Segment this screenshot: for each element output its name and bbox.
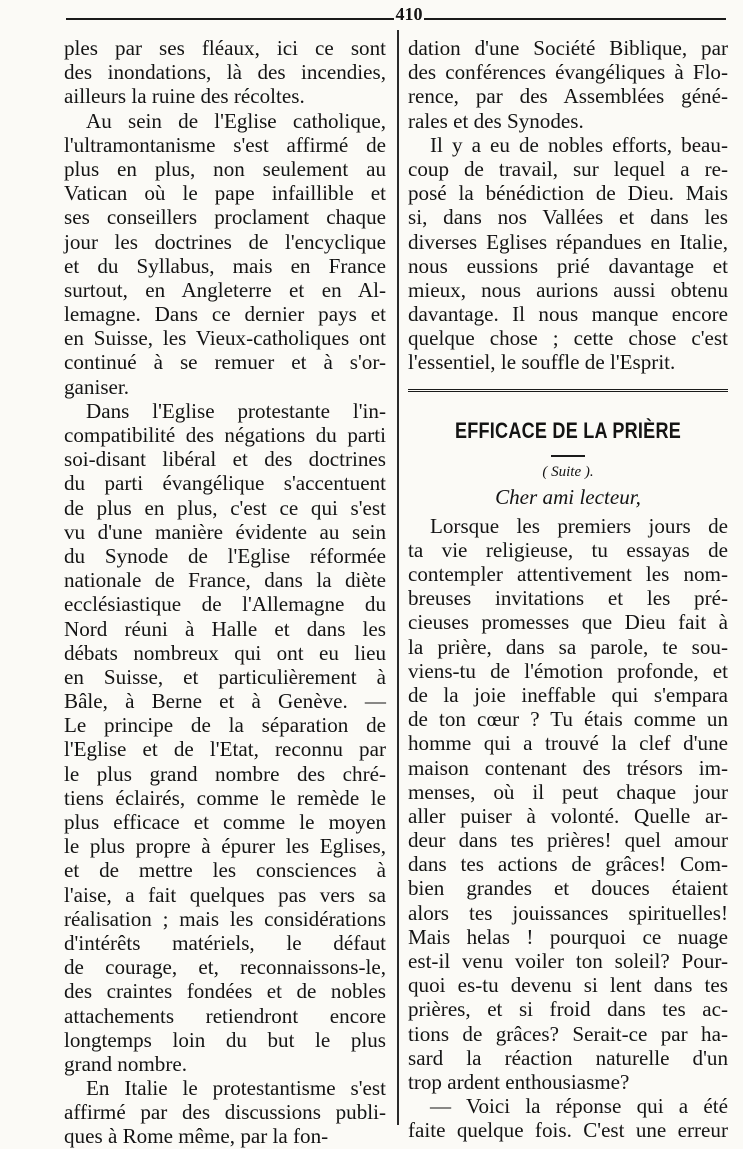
header-rule-right [424, 18, 726, 20]
text-line: Bâle, à Berne et à Genève. — [64, 689, 386, 714]
text-line: l'essentiel, le souffle de l'Esprit. [408, 350, 676, 375]
text-line: aller puiser à volonté. Quelle ar- [408, 803, 728, 828]
text-line: l'aise, a fait quelques pas vers sa [64, 882, 386, 907]
text-line: la prière, dans sa parole, te sou- [408, 634, 728, 659]
text-line: ses conseillers proclament chaque [64, 205, 386, 230]
text-line: trop ardent enthousiasme? [408, 1069, 630, 1094]
text-line: des craintes fondées et de nobles [64, 979, 386, 1004]
text-line: viens-tu de l'émotion profonde, et [408, 658, 728, 683]
text-line: vu d'une manière évidente au sein [64, 519, 386, 544]
section-separator-rule [408, 389, 728, 392]
text-line: diverses Eglises répandues en Italie, [408, 229, 728, 254]
right-column [408, 36, 728, 1143]
text-line: d'intérêts matériels, le défaut [64, 930, 386, 955]
text-line: prières, et si froid dans tes ac- [408, 997, 728, 1022]
suite-label: ( Suite ). [542, 463, 594, 480]
text-line: rales et des Synodes. [408, 108, 584, 133]
text-line: quoi es-tu devenu si lent dans tes [408, 973, 728, 998]
text-line: Il y a eu de nobles efforts, beau- [430, 132, 728, 157]
text-line: des conférences évangéliques à Flo- [408, 60, 728, 85]
text-line: plus efficace et comme le moyen [64, 810, 386, 834]
left-column [64, 36, 386, 1149]
text-line: contempler attentivement les nom- [408, 562, 728, 586]
text-line: nationale de France, dans la diète [64, 568, 386, 593]
text-line: ganiser. [64, 374, 130, 399]
text-line: de la joie ineffable qui s'empara [408, 682, 728, 707]
text-line: continué à se remuer et à s'or- [64, 350, 386, 375]
text-line: posé la bénédiction de Dieu. Mais [408, 181, 728, 206]
salutation: Cher ami lecteur, [495, 484, 641, 509]
page-number: 410 [395, 4, 423, 24]
text-line: du Synode de l'Eglise réformée [64, 543, 386, 568]
text-line: En Italie le protestantisme s'est [86, 1076, 386, 1101]
text-line: compatibilité des négations du parti [64, 423, 386, 447]
title-underline-rule [551, 455, 585, 457]
text-line: dation d'une Société Biblique, par [408, 36, 728, 60]
text-line: des inondations, là des incendies, [64, 60, 386, 85]
text-line: tiens éclairés, comme le remède le [64, 785, 386, 810]
text-line: Dans l'Eglise protestante l'in- [86, 398, 386, 423]
text-line: Mais helas ! pourquoi ce nuage [408, 924, 728, 949]
text-line: ecclésiastique de l'Allemagne du [64, 592, 386, 617]
text-line: dans tes actions de grâces! Com- [408, 852, 728, 877]
text-line: breuses invitations et les pré- [408, 586, 728, 611]
text-line: lemagne. Dans ce dernier pays et [64, 302, 386, 327]
text-line: deur dans tes prières! quel amour [408, 828, 728, 853]
text-line: si, dans nos Vallées et dans les [408, 205, 728, 230]
text-line: et de mettre les consciences à [64, 858, 386, 883]
text-line: de ton cœur ? Tu étais comme un [408, 707, 728, 732]
text-line: en Suisse, et particulièrement à [64, 664, 386, 689]
text-line: attachements retiendront encore [64, 1003, 386, 1028]
text-line: menses, où il peut chaque jour [408, 779, 728, 804]
text-line: ailleurs la ruine des récoltes. [64, 84, 305, 109]
text-line: mieux, nous aurions aussi obtenu [408, 277, 728, 302]
text-line: Vatican où le pape infaillible et [64, 181, 386, 206]
text-line: de courage, et, reconnaissons-le, [64, 955, 386, 980]
text-line: surtout, en Angleterre et en Al- [64, 277, 386, 302]
text-line: affirmé par des discussions publi- [64, 1100, 386, 1125]
text-line: soi-disant libéral et des doctrines [64, 447, 386, 472]
right-column-continued-text [408, 36, 728, 375]
text-line: ques à Rome même, par la fon- [64, 1124, 329, 1149]
column-divider [397, 30, 399, 1125]
text-line: débats nombreux qui ont eu lieu [64, 640, 386, 665]
text-line: coup de travail, sur lequel a re- [408, 156, 728, 181]
text-line: nous eussions prié davantage et [408, 253, 728, 278]
text-line: est-il venu voiler ton soleil? Pour- [408, 949, 728, 973]
text-line: sard la réaction naturelle d'un [408, 1045, 728, 1070]
text-line: maison contenant des trésors im- [408, 755, 728, 780]
header-rule-left [66, 18, 394, 20]
text-line: — Voici la réponse qui a été [430, 1094, 728, 1119]
text-line: grand nombre. [64, 1051, 188, 1076]
text-line: Le principe de la séparation de [64, 713, 386, 738]
text-line: Nord réuni à Halle et dans les [64, 616, 386, 641]
text-line: tions de grâces? Serait-ce par ha- [408, 1021, 728, 1046]
text-line: jour les doctrines de l'encyclique [64, 229, 386, 254]
text-line: rence, par des Assemblées géné- [408, 84, 728, 109]
text-line: longtemps loin du but le plus [64, 1027, 386, 1052]
text-line: faite quelque fois. C'est une erreur [408, 1118, 728, 1143]
article-body [408, 514, 728, 1143]
text-line: le plus grand nombre des chré- [64, 761, 386, 786]
text-line: quelque chose ; cette chose c'est [408, 326, 728, 351]
text-line: alors tes jouissances spirituelles! [408, 900, 728, 925]
text-line: cieuses promesses que Dieu fait à [408, 610, 728, 635]
text-line: ta vie religieuse, tu essayas de [408, 537, 728, 562]
text-line: le plus propre à épurer les Eglises, [64, 834, 386, 859]
text-line: plus en plus, non seulement au [64, 156, 386, 181]
text-line: Au sein de l'Eglise catholique, [86, 108, 386, 133]
text-line: et du Syllabus, mais en France [64, 253, 386, 278]
text-line: l'Eglise et de l'Etat, reconnu par [64, 737, 386, 762]
text-line: l'ultramontanisme s'est affirmé de [64, 132, 386, 157]
text-line: du parti évangélique s'accentuent [64, 471, 386, 496]
text-line: homme qui a trouvé la clef d'une [408, 731, 728, 756]
text-line: réalisation ; mais les considérations [64, 906, 386, 931]
text-line: de plus en plus, c'est ce qui s'est [64, 495, 386, 520]
text-line: Lorsque les premiers jours de [430, 513, 728, 538]
text-line: bien grandes et douces étaient [408, 876, 728, 901]
text-line: ples par ses fléaux, ici ce sont [64, 36, 386, 60]
text-line: en Suisse, les Vieux-catholiques ont [64, 326, 386, 351]
text-line: davantage. Il nous manque encore [408, 302, 728, 327]
section-title: EFFICACE DE LA PRIÈRE [454, 417, 682, 443]
